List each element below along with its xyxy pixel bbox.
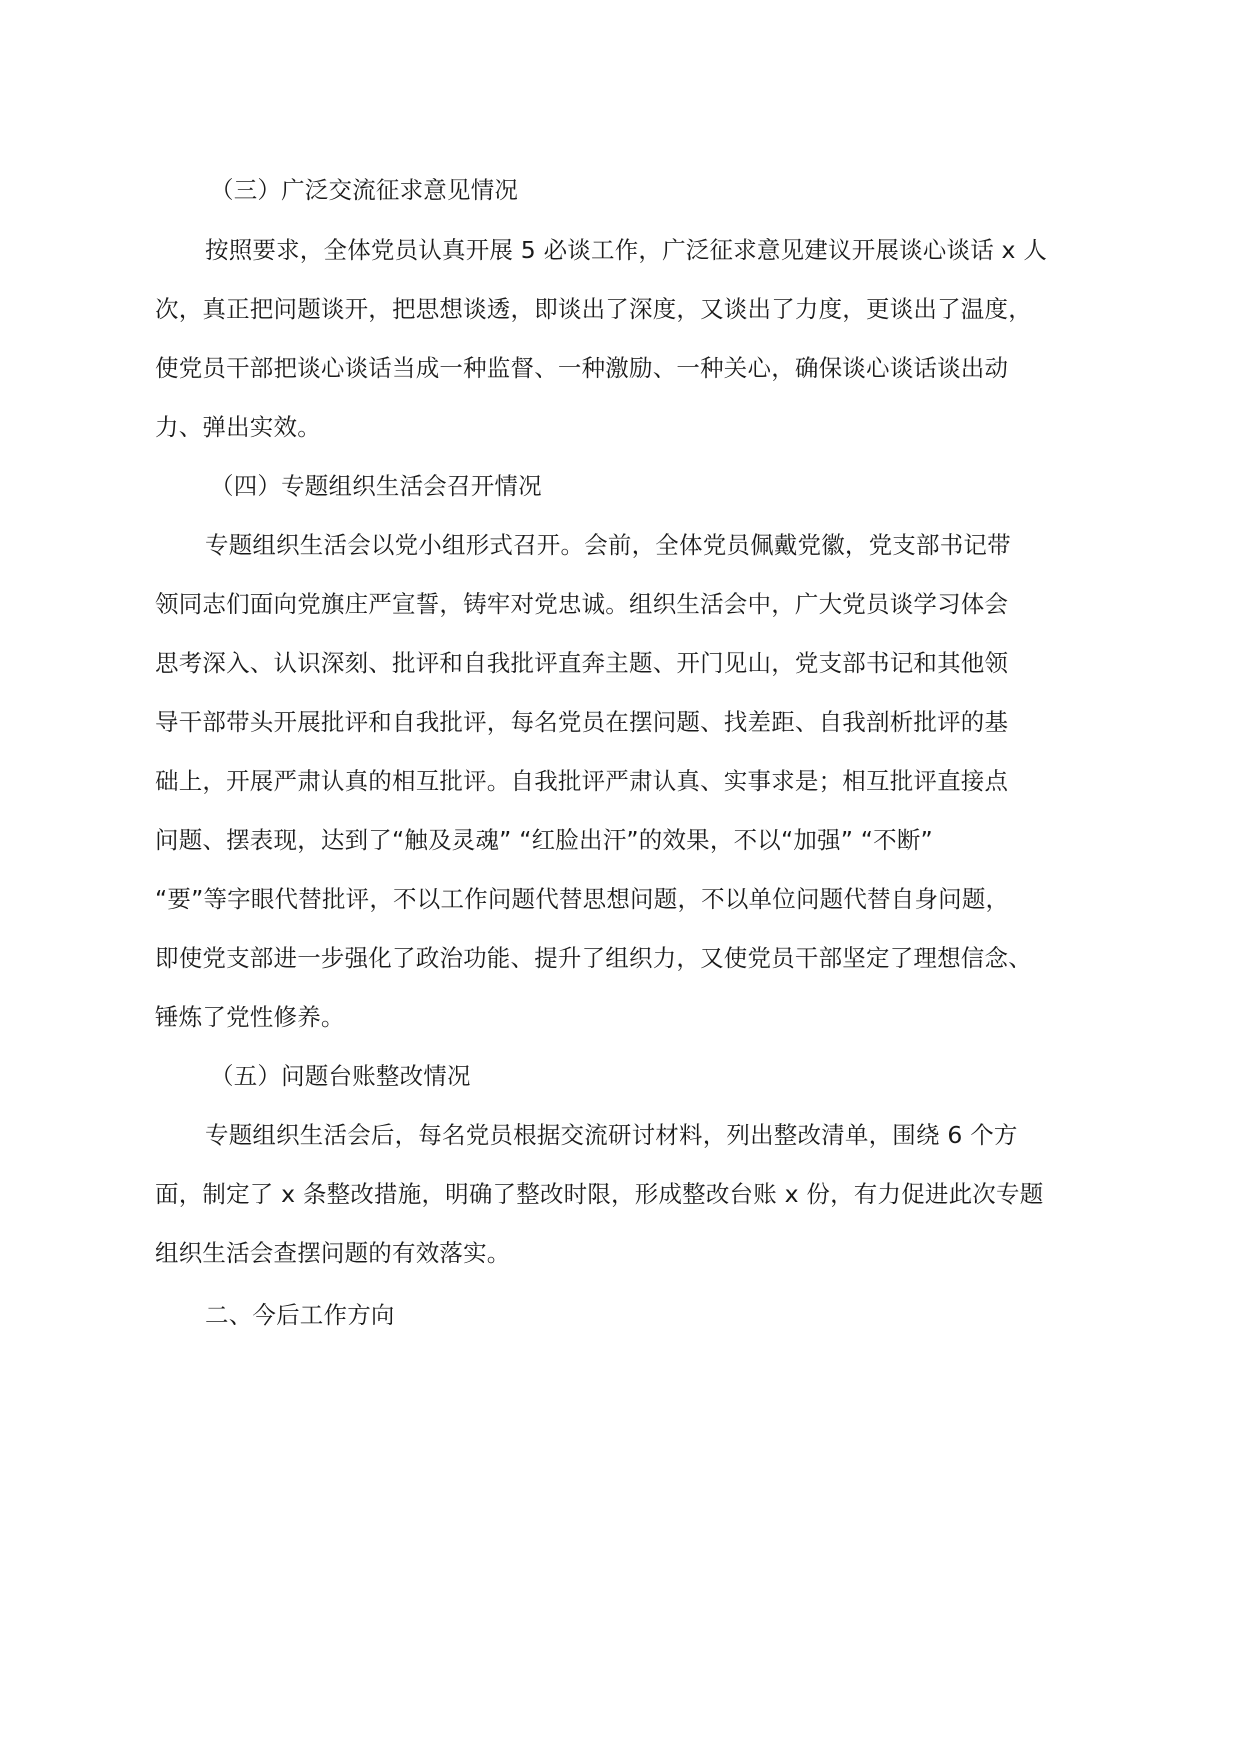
- paragraph-line: 思考深入、认识深刻、批评和自我批评直奔主题、开门见山，党支部书记和其他领: [155, 649, 1009, 677]
- paragraph-line: “要”等字眼代替批评，不以工作问题代替思想问题，不以单位问题代替自身问题，: [155, 885, 1010, 913]
- paragraph-line: 专题组织生活会以党小组形式召开。会前，全体党员佩戴党徽，党支部书记带: [205, 531, 1011, 559]
- paragraph-line: 组织生活会查摆问题的有效落实。: [155, 1239, 511, 1267]
- paragraph-line: 即使党支部进一步强化了政治功能、提升了组织力，又使党员干部坚定了理想信念、: [155, 944, 1032, 972]
- paragraph-line: 按照要求，全体党员认真开展 5 必谈工作，广泛征求意见建议开展谈心谈话 x 人: [205, 236, 1048, 264]
- paragraph-line: 使党员干部把谈心谈话当成一种监督、一种激励、一种关心，确保谈心谈话谈出动: [155, 354, 1009, 382]
- section-heading-4: （四）专题组织生活会召开情况: [210, 472, 542, 500]
- paragraph-line: 领同志们面向党旗庄严宣誓，铸牢对党忠诚。组织生活会中，广大党员谈学习体会: [155, 590, 1009, 618]
- paragraph-line: 面，制定了 x 条整改措施，明确了整改时限，形成整改台账 x 份，有力促进此次专题: [155, 1180, 1044, 1208]
- section-heading-part-2: 二、今后工作方向: [205, 1301, 395, 1329]
- section-heading-5: （五）问题台账整改情况: [210, 1062, 471, 1090]
- section-heading-3: （三）广泛交流征求意见情况: [210, 176, 519, 204]
- paragraph-line: 力、弹出实效。: [155, 413, 321, 441]
- paragraph-line: 专题组织生活会后，每名党员根据交流研讨材料，列出整改清单，围绕 6 个方: [205, 1121, 1018, 1149]
- paragraph-line: 锤炼了党性修养。: [155, 1003, 345, 1031]
- paragraph-line: 问题、摆表现，达到了“触及灵魂” “红脸出汗”的效果，不以“加强” “不断”: [155, 826, 933, 854]
- paragraph-line: 导干部带头开展批评和自我批评，每名党员在摆问题、找差距、自我剖析批评的基: [155, 708, 1009, 736]
- paragraph-line: 础上，开展严肃认真的相互批评。自我批评严肃认真、实事求是；相互批评直接点: [155, 767, 1009, 795]
- paragraph-line: 次，真正把问题谈开，把思想谈透，即谈出了深度，又谈出了力度，更谈出了温度，: [155, 295, 1032, 323]
